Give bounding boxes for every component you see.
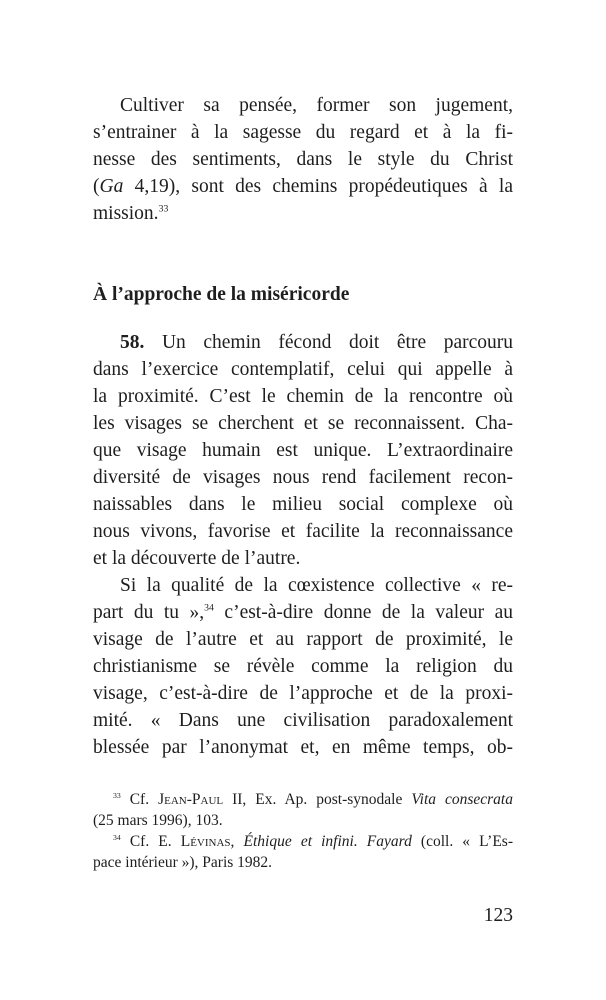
text-line — [93, 852, 513, 873]
text-line — [93, 329, 513, 356]
text-span: , — [230, 833, 244, 850]
paragraph-next — [93, 572, 513, 761]
text-line — [93, 437, 513, 464]
text-span: la proximité. C’est le chemin de la rencontre où — [93, 386, 513, 407]
paragraph-intro — [93, 92, 513, 227]
text-line — [93, 680, 513, 707]
text-span: mité. « Dans une civilisation paradoxalement — [93, 710, 513, 731]
text-line — [93, 789, 513, 810]
text-span: c’est-à-dire donne de la valeur au — [213, 602, 514, 623]
text-line — [93, 545, 513, 572]
text-span: Lévinas — [180, 833, 231, 850]
text-line — [93, 464, 513, 491]
section-heading: À l’approche de la miséricorde — [93, 284, 350, 305]
text-line — [93, 572, 513, 599]
text-span: 4,19), sont des chemins propédeutiques à la — [123, 176, 513, 197]
text-line — [93, 653, 513, 680]
text-span: dans l’exercice contemplatif, celui qui appelle à — [93, 359, 513, 380]
text-span: Éthique et infini. Fayard — [243, 833, 412, 850]
text-span: ( — [93, 176, 100, 197]
text-span: Jean-Paul — [158, 791, 224, 808]
text-span: Ga — [99, 176, 124, 197]
text-span: blessée par l’anonymat et, en même temps, ob- — [93, 737, 513, 758]
text-span: (coll. « L’Es- — [411, 833, 514, 850]
text-line — [93, 734, 513, 761]
text-span: visage de l’autre et au rapport de proximité, le — [93, 629, 513, 650]
footnote-ref: 34 — [113, 833, 121, 843]
text-line — [93, 410, 513, 437]
footnote-ref: 33 — [158, 203, 169, 215]
text-line — [93, 200, 513, 227]
text-span: et la découverte de l’autre. — [93, 548, 301, 569]
text-line — [93, 491, 513, 518]
text-span: nous vivons, favorise et facilite la reconnaissance — [93, 521, 513, 542]
text-line — [93, 707, 513, 734]
text-span: Vita consecrata — [411, 791, 513, 808]
text-span: s’entrainer à la sagesse du regard et à la fi- — [93, 122, 513, 143]
text-span: Cf. — [120, 791, 159, 808]
text-span: que visage humain est unique. L’extraordinaire — [93, 440, 513, 461]
footnote-ref: 33 — [113, 791, 121, 801]
text-line — [93, 810, 513, 831]
text-line — [93, 831, 513, 852]
text-span: visage, c’est-à-dire de l’approche et de la proxi- — [93, 683, 513, 704]
footnotes — [93, 789, 513, 873]
text-line — [93, 92, 513, 119]
text-line — [93, 626, 513, 653]
text-span: les visages se cherchent et se reconnaissent. Cha- — [93, 413, 513, 434]
text-line — [93, 599, 513, 626]
text-span: Si la qualité de la cœxistence collective « re- — [120, 575, 513, 596]
text-span: part du tu », — [93, 602, 205, 623]
text-span: naissables dans le milieu social complexe où — [93, 494, 513, 515]
text-span: Cultiver sa pensée, former son jugement, — [120, 95, 513, 116]
text-line — [93, 119, 513, 146]
footnote-ref: 34 — [204, 602, 214, 614]
text-span: christianisme se révèle comme la religion du — [93, 656, 513, 677]
text-span: nesse des sentiments, dans le style du Christ — [93, 149, 513, 170]
text-span: Cf. E. — [120, 833, 181, 850]
text-line — [93, 146, 513, 173]
text-span: mission. — [93, 203, 159, 224]
text-line — [93, 356, 513, 383]
text-span: II, Ex. Ap. post-synodale — [223, 791, 412, 808]
text-span: (25 mars 1996), 103. — [93, 812, 223, 829]
text-line — [93, 173, 513, 200]
text-line — [93, 518, 513, 545]
paragraph-58 — [93, 329, 513, 572]
text-span: 58. — [120, 332, 145, 353]
text-line — [93, 383, 513, 410]
text-span: diversité de visages nous rend facilement recon- — [93, 467, 513, 488]
page-number: 123 — [483, 905, 513, 926]
text-span: pace intérieur »), Paris 1982. — [93, 854, 273, 871]
text-span: Un chemin fécond doit être parcouru — [144, 332, 513, 353]
